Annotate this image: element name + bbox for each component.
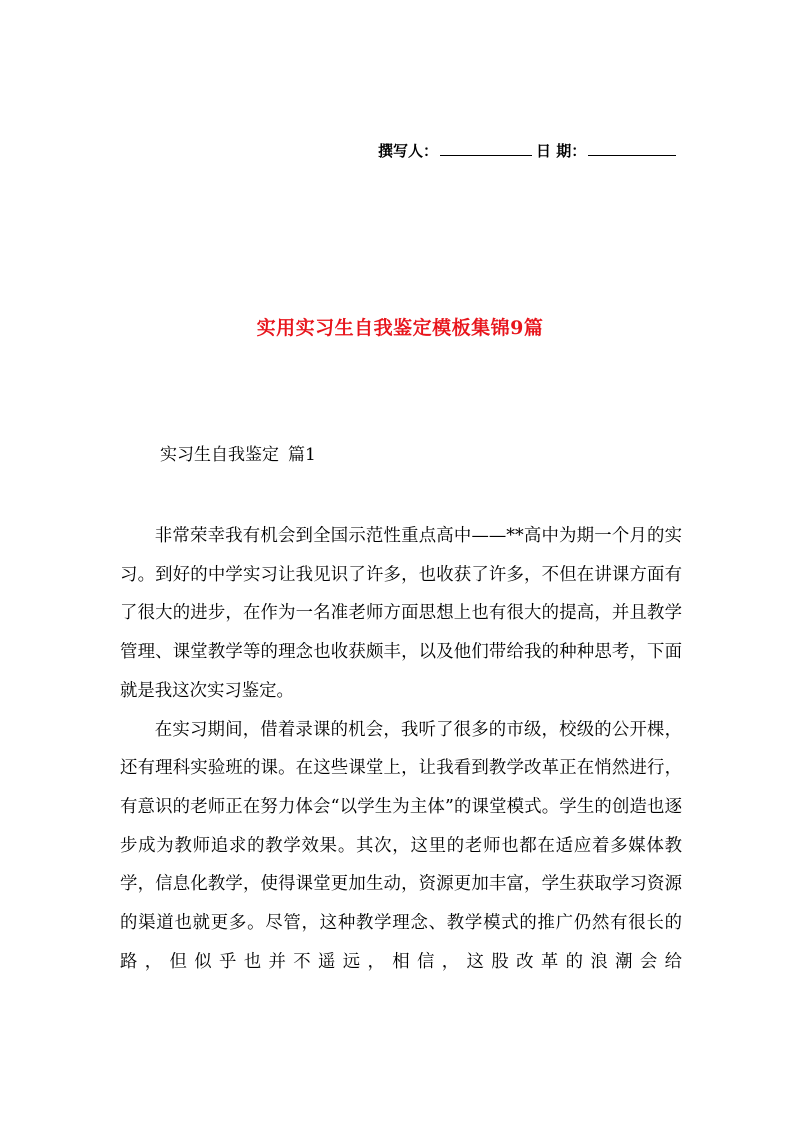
author-label: 撰写人： [378,142,439,160]
section-number: 篇1 [288,445,316,465]
date-label: 日 期： [536,142,587,160]
section-heading [160,440,316,465]
paragraph-1: 非常荣幸我有机会到全国示范性重点高中——**高中为期一个月的实习。到好的中学实习让我见识了许多，也收获了许多，不但在讲课方面有了很大的进步，在作为一名准老师方面思想上也有很大的提高，并且教学管理、课堂教学等的理念也收获颇丰，以及他们带给我的种种思考，下面就是我这次实习鉴定。 [120,526,682,701]
paragraph-2: 在实习期间，借着录课的机会，我听了很多的市级，校级的公开棵，还有理科实验班的课。在这些课堂上，让我看到教学改革正在悄然进行，有意识的老师正在努力体会“以学生为主体”的课堂模式。学生的创造也逐步成为教师追求的教学效果。其次，这里的老师也都在适应着多媒体教学，信息化教学，使得课堂更加生动，资源更加丰富，学生获取学习资源的渠道也就更多。尽管，这种教学理念、教学模式的推广仍然有很长的路，但似乎也并不遥远，相信，这股改革的浪潮会给 [120,719,682,972]
author-date-line [378,140,688,161]
section-heading-text: 实习生自我鉴定 [160,445,279,465]
author-blank [440,141,532,156]
body-text [120,517,682,981]
date-blank [588,141,676,156]
document-title: 实用实习生自我鉴定模板集锦9篇 [256,317,544,339]
